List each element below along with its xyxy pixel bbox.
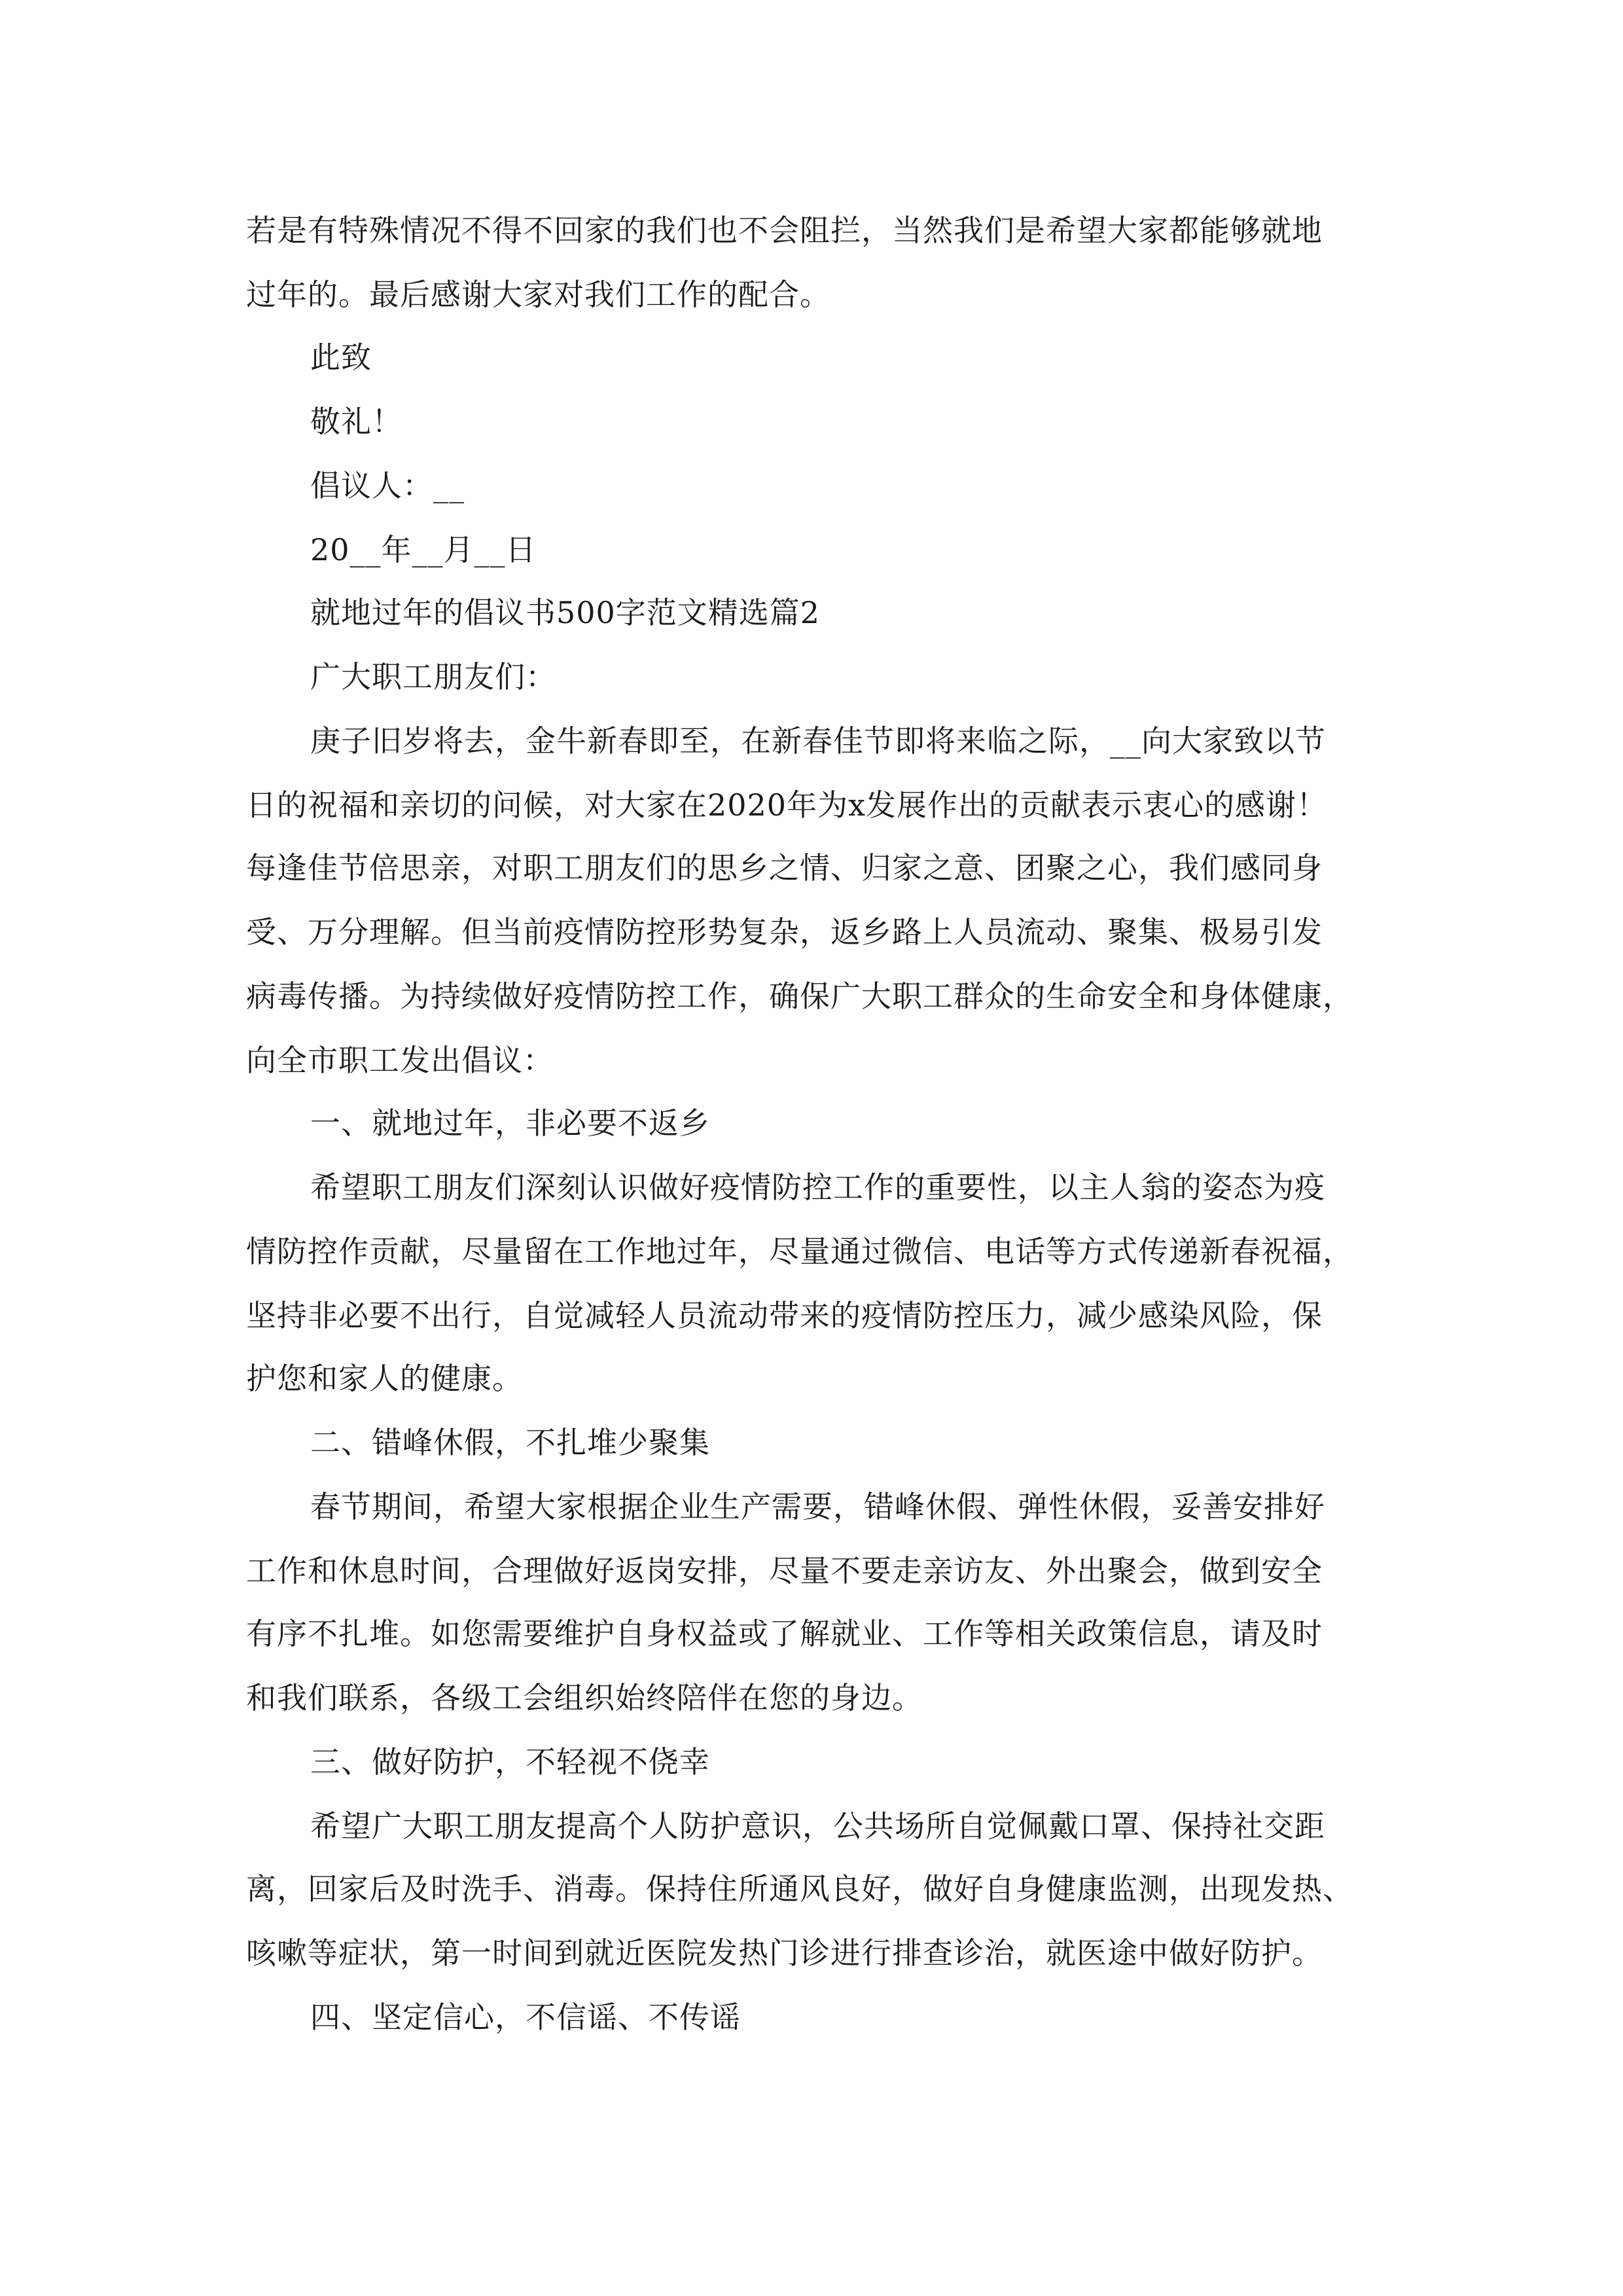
paragraph-line: 病毒传播。为持续做好疫情防控工作，确保广大职工群众的生命安全和身体健康， <box>246 978 1353 1014</box>
paragraph-line: 若是有特殊情况不得不回家的我们也不会阻拦，当然我们是希望大家都能够就地 <box>246 213 1323 248</box>
section-title: 就地过年的倡议书500字范文精选篇2 <box>310 595 821 630</box>
heading-line: 三、做好防护，不轻视不侥幸 <box>310 1744 710 1780</box>
paragraph-line: 过年的。最后感谢大家对我们工作的配合。 <box>246 277 830 312</box>
paragraph-line: 受、万分理解。但当前疫情防控形势复杂，返乡路上人员流动、聚集、极易引发 <box>246 914 1323 950</box>
paragraph-line: 离，回家后及时洗手、消毒。保持住所通风良好，做好自身健康监测，出现发热、 <box>246 1871 1353 1907</box>
closing-salutation: 此致 <box>310 340 372 375</box>
heading-line: 一、就地过年，非必要不返乡 <box>310 1105 710 1141</box>
paragraph-line: 日的祝福和亲切的问候，对大家在2020年为x发展作出的贡献表示衷心的感谢！ <box>246 787 1328 823</box>
greeting-line: 广大职工朋友们： <box>310 659 556 694</box>
paragraph-line: 庚子旧岁将去，金牛新春即至，在新春佳节即将来临之际，__向大家致以节 <box>310 723 1326 759</box>
signatory-line: 倡议人：__ <box>310 468 465 503</box>
paragraph-line: 情防控作贡献，尽量留在工作地过年，尽量通过微信、电话等方式传递新春祝福， <box>246 1234 1353 1269</box>
paragraph-line: 春节期间，希望大家根据企业生产需要，错峰休假、弹性休假，妥善安排好 <box>310 1489 1325 1524</box>
paragraph-line: 护您和家人的健康。 <box>246 1361 523 1396</box>
paragraph-line: 每逢佳节倍思亲，对职工朋友们的思乡之情、归家之意、团聚之心，我们感同身 <box>246 850 1323 886</box>
paragraph-line: 和我们联系，各级工会组织始终陪伴在您的身边。 <box>246 1680 923 1715</box>
closing-regards: 敬礼！ <box>310 404 402 439</box>
paragraph-line: 有序不扎堆。如您需要维护自身权益或了解就业、工作等相关政策信息，请及时 <box>246 1616 1323 1651</box>
paragraph-line: 向全市职工发出倡议： <box>246 1043 554 1078</box>
date-line: 20__年__月__日 <box>310 532 537 567</box>
paragraph-line: 希望职工朋友们深刻认识做好疫情防控工作的重要性，以主人翁的姿态为疫 <box>310 1170 1325 1205</box>
paragraph-line: 工作和休息时间，合理做好返岗安排，尽量不要走亲访友、外出聚会，做到安全 <box>246 1553 1323 1588</box>
paragraph-line: 希望广大职工朋友提高个人防护意识，公共场所自觉佩戴口罩、保持社交距 <box>310 1808 1325 1844</box>
paragraph-line: 咳嗽等症状，第一时间到就近医院发热门诊进行排查诊治，就医途中做好防护。 <box>246 1935 1323 1971</box>
heading-line: 四、坚定信心，不信谣、不传谣 <box>310 2000 741 2035</box>
heading-line: 二、错峰休假，不扎堆少聚集 <box>310 1425 710 1460</box>
paragraph-line: 坚持非必要不出行，自觉减轻人员流动带来的疫情防控压力，减少感染风险，保 <box>246 1298 1323 1333</box>
